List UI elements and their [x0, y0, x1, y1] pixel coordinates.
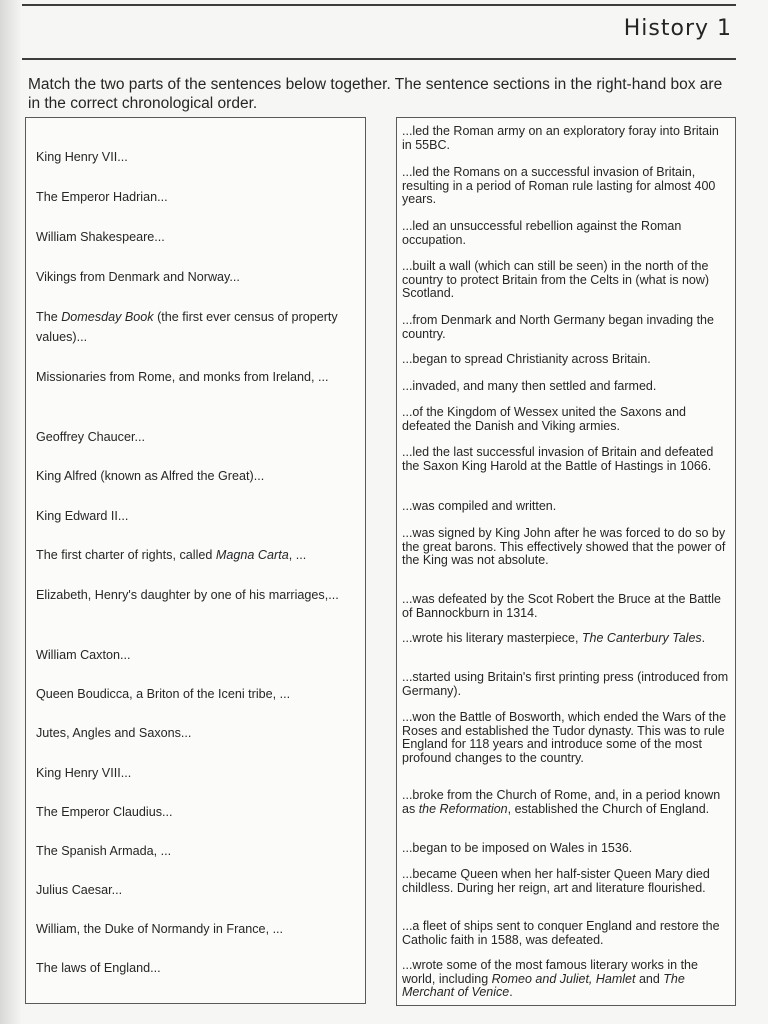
- right-item: ...began to spread Christianity across Britain.: [402, 352, 651, 366]
- right-item: ...became Queen when her half-sister Queen Mary died childless. During her reign, art and literature flourished.: [402, 867, 710, 895]
- right-item: ...was compiled and written.: [402, 499, 557, 513]
- right-item: ...led an unsuccessful rebellion against the Roman occupation.: [402, 219, 682, 247]
- left-item: King Edward II...: [36, 509, 129, 523]
- left-item: King Henry VII...: [36, 150, 128, 164]
- right-item: ...wrote some of the most famous literary works in the world, including Romeo and Juliet, Hamlet and The Merchant of Venice.: [402, 958, 698, 999]
- right-item: ...wrote his literary masterpiece, The Canterbury Tales.: [402, 631, 706, 645]
- left-item: King Alfred (known as Alfred the Great)...: [36, 469, 265, 483]
- left-item: The Spanish Armada, ...: [36, 844, 172, 858]
- right-item: ...was defeated by the Scot Robert the Bruce at the Battle of Bannockburn in 1314.: [402, 592, 721, 620]
- left-item: The first charter of rights, called Magna Carta, ...: [36, 548, 307, 562]
- right-item: ...started using Britain's first printing press (introduced from Germany).: [402, 670, 729, 698]
- left-item: Queen Boudicca, a Briton of the Iceni tribe, ...: [36, 687, 291, 701]
- right-item: ...was signed by King John after he was forced to do so by the great barons. This effectively showed that the power of the King was not absolute.: [402, 526, 726, 567]
- left-item: Julius Caesar...: [36, 883, 123, 897]
- left-item: King Henry VIII...: [36, 766, 132, 780]
- left-item: The Emperor Claudius...: [36, 805, 173, 819]
- page-edge-shadow: [0, 0, 22, 1024]
- right-item: ...of the Kingdom of Wessex united the Saxons and defeated the Danish and Viking armies.: [402, 405, 686, 433]
- left-item: Jutes, Angles and Saxons...: [36, 726, 192, 740]
- right-item: ...built a wall (which can still be seen) in the north of the country to protect Britain from the Celts in (what is now) Scotland.: [402, 259, 710, 300]
- right-item: ...led the Roman army on an exploratory foray into Britain in 55BC.: [402, 124, 719, 152]
- right-item: ...led the Romans on a successful invasion of Britain, resulting in a period of Roman rule lasting for almost 400 years.: [402, 165, 716, 206]
- left-item: Geoffrey Chaucer...: [36, 430, 145, 444]
- right-item: ...from Denmark and North Germany began invading the country.: [402, 313, 714, 341]
- left-item: William, the Duke of Normandy in France, ...: [36, 922, 284, 936]
- left-item: Missionaries from Rome, and monks from Ireland, ...: [36, 370, 329, 384]
- left-item: William Caxton...: [36, 648, 131, 662]
- right-item: ...a fleet of ships sent to conquer England and restore the Catholic faith in 1588, was defeated.: [402, 919, 720, 947]
- top-rule: [22, 4, 736, 6]
- right-item: ...began to be imposed on Wales in 1536.: [402, 841, 633, 855]
- right-item: ...led the last successful invasion of Britain and defeated the Saxon King Harold at the Battle of Hastings in 1066.: [402, 445, 714, 473]
- left-item: William Shakespeare...: [36, 230, 165, 244]
- right-item: ...broke from the Church of Rome, and, in a period known as the Reformation, established the Church of England.: [402, 788, 721, 816]
- left-item: The Emperor Hadrian...: [36, 190, 168, 204]
- instructions: Match the two parts of the sentences below together. The sentence sections in the right-hand box are in the correct chronological order.: [28, 76, 723, 112]
- left-item: The Domesday Book (the first ever census of property values)...: [36, 310, 338, 344]
- page-title: History 1: [623, 16, 732, 41]
- right-item: ...won the Battle of Bosworth, which ended the Wars of the Roses and established the Tudor dynasty. This was to rule England for 118 years and introduce some of the most profound changes to the country.: [402, 710, 727, 765]
- left-item: Vikings from Denmark and Norway...: [36, 270, 240, 284]
- right-item: ...invaded, and many then settled and farmed.: [402, 379, 657, 393]
- title-rule: [22, 58, 736, 60]
- left-item: The laws of England...: [36, 961, 161, 975]
- left-item: Elizabeth, Henry's daughter by one of his marriages,...: [36, 588, 339, 602]
